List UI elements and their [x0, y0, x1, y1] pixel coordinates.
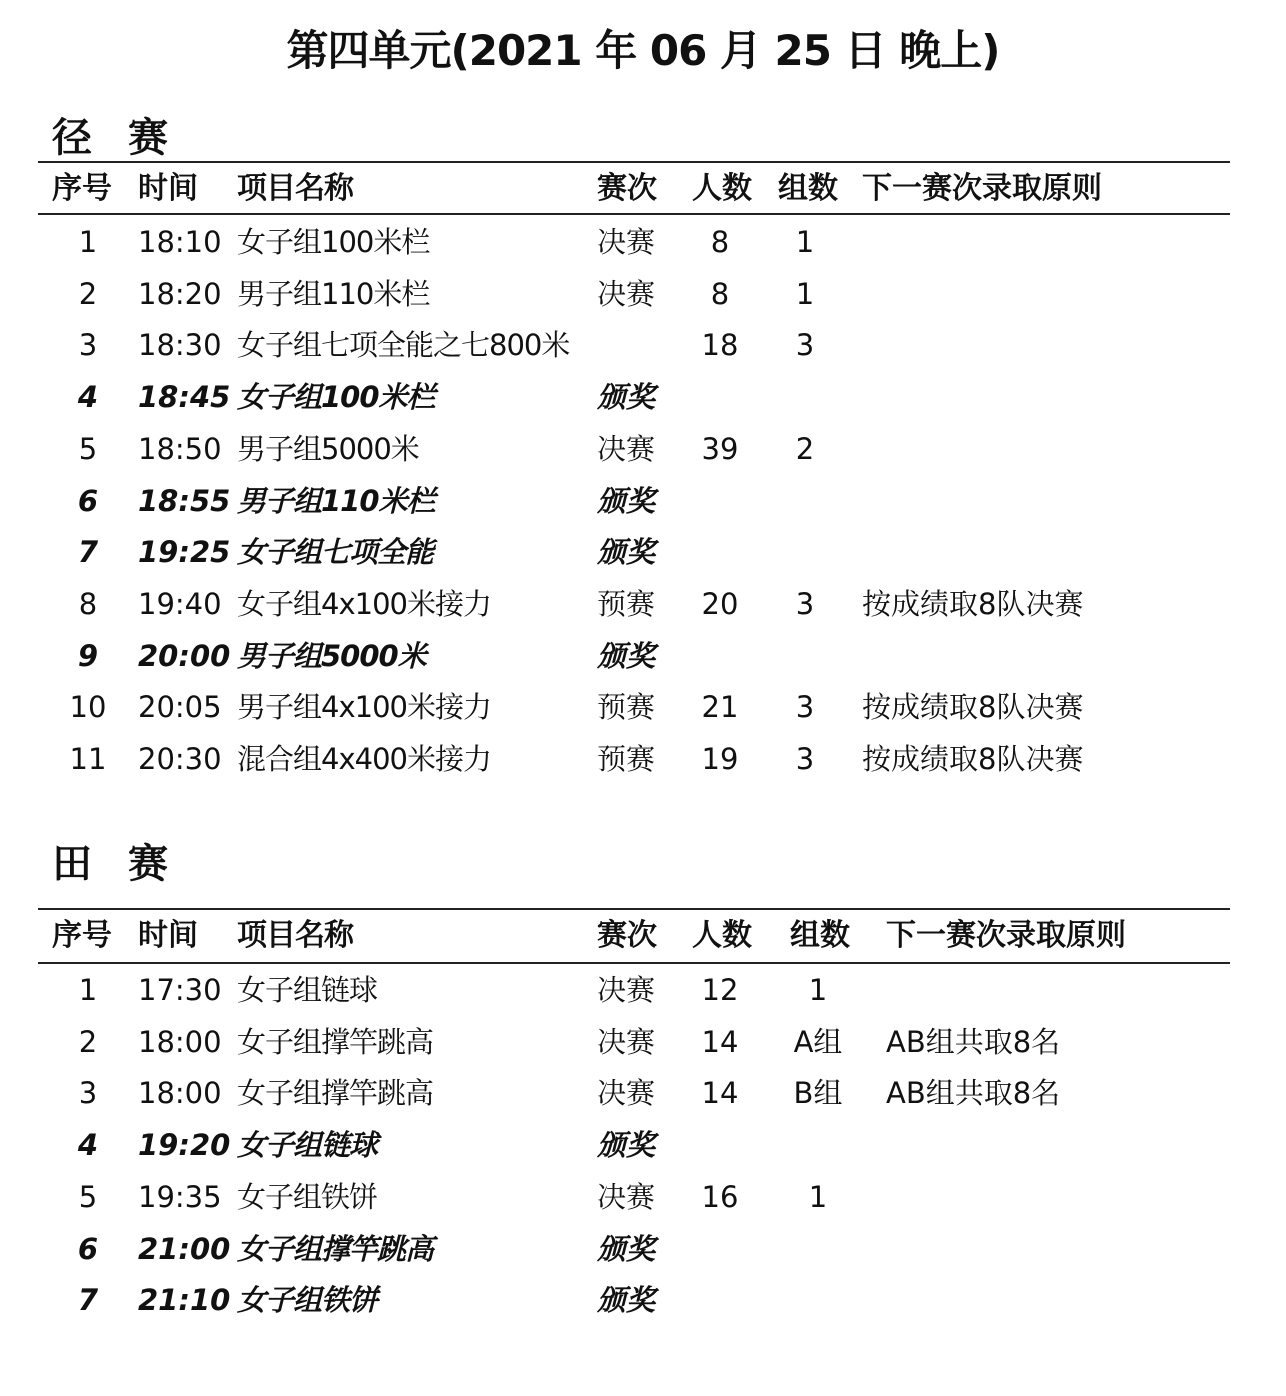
cell-time: 18:55: [138, 483, 231, 518]
table-row: [0, 371, 1286, 423]
cell-round: 决赛: [597, 431, 656, 466]
cell-seq: 4: [77, 1128, 99, 1163]
cell-count: 19: [701, 742, 739, 776]
cell-round: 颁奖: [597, 483, 656, 518]
cell-event-name: 女子组七项全能: [237, 535, 434, 570]
cell-event-name: 男子组4x100米接力: [237, 690, 491, 725]
header-event-name: 项目名称: [237, 171, 353, 206]
cell-seq: 6: [77, 483, 99, 518]
cell-time: 20:00: [138, 638, 231, 673]
cell-groups: 3: [795, 690, 815, 725]
cell-count: 20: [701, 586, 739, 621]
cell-count: 14: [701, 1024, 739, 1059]
cell-event-name: 男子组110米栏: [237, 276, 430, 311]
cell-seq: 8: [78, 586, 98, 621]
cell-time: 19:20: [138, 1128, 231, 1163]
table-row: [0, 578, 1286, 630]
cell-seq: 1: [78, 973, 98, 1007]
cell-event-name: 女子组100米栏: [237, 225, 430, 259]
cell-seq: 4: [77, 380, 99, 415]
header-groups: 组数: [790, 918, 850, 953]
cell-time: 21:10: [138, 1283, 231, 1318]
cell-groups: 3: [795, 742, 815, 776]
header-seq: 序号: [52, 171, 112, 206]
header-groups: 组数: [778, 171, 838, 206]
cell-round: 颁奖: [597, 535, 656, 570]
cell-round: 预赛: [597, 690, 656, 725]
cell-count: 8: [710, 276, 730, 311]
cell-time: 18:45: [138, 380, 231, 415]
cell-event-name: 女子组100米栏: [237, 380, 435, 415]
cell-seq: 6: [77, 1231, 99, 1266]
cell-event-name: 女子组撑竿跳高: [237, 1024, 434, 1059]
header-seq: 序号: [52, 918, 112, 953]
cell-seq: 5: [78, 431, 98, 466]
cell-groups: B组: [793, 1076, 843, 1111]
cell-count: 39: [701, 431, 739, 466]
field-section-heading: 田赛: [52, 841, 204, 887]
cell-count: 18: [701, 328, 739, 363]
cell-groups: 1: [808, 973, 828, 1007]
table-row: [0, 319, 1286, 371]
cell-time: 18:20: [138, 276, 222, 311]
cell-time: 20:05: [138, 690, 222, 725]
cell-time: 17:30: [138, 973, 222, 1007]
cell-advance-rule: AB组共取8名: [886, 1024, 1061, 1059]
cell-groups: A组: [793, 1024, 843, 1059]
cell-event-name: 男子组110米栏: [237, 483, 435, 518]
cell-groups: 3: [795, 328, 815, 363]
cell-time: 18:30: [138, 328, 222, 363]
table-row: [0, 1067, 1286, 1119]
cell-event-name: 混合组4x400米接力: [237, 742, 491, 776]
cell-time: 21:00: [138, 1231, 231, 1266]
cell-event-name: 女子组铁饼: [237, 1179, 378, 1214]
cell-round: 颁奖: [597, 1231, 656, 1266]
cell-round: 决赛: [597, 1076, 656, 1111]
cell-time: 18:50: [138, 431, 222, 466]
cell-groups: 2: [795, 431, 815, 466]
cell-round: 决赛: [597, 973, 656, 1007]
cell-round: 决赛: [597, 1179, 656, 1214]
cell-groups: 1: [808, 1179, 828, 1214]
page-title: 第四单元(2021 年 06 月 25 日 晚上): [286, 26, 1000, 75]
table-row: [0, 1171, 1286, 1223]
header-time: 时间: [138, 918, 198, 953]
cell-count: 16: [701, 1179, 739, 1214]
cell-advance-rule: 按成绩取8队决赛: [862, 742, 1084, 776]
cell-count: 14: [701, 1076, 739, 1111]
cell-event-name: 女子组铁饼: [237, 1283, 378, 1318]
cell-round: 颁奖: [597, 1283, 656, 1318]
track-table-header: [0, 163, 1286, 215]
cell-seq: 7: [77, 535, 99, 570]
cell-event-name: 女子组撑竿跳高: [237, 1076, 434, 1111]
table-row: [0, 268, 1286, 320]
cell-round: 预赛: [597, 742, 656, 776]
header-count: 人数: [692, 918, 752, 953]
divider: [38, 213, 1230, 215]
header-round: 赛次: [597, 918, 657, 953]
track-section-heading: 径赛: [52, 115, 204, 161]
header-advance-rule: 下一赛次录取原则: [886, 918, 1126, 953]
header-count: 人数: [692, 171, 752, 206]
table-row: [0, 423, 1286, 475]
table-row: [0, 964, 1286, 1016]
header-event-name: 项目名称: [237, 918, 353, 953]
cell-event-name: 女子组链球: [237, 1128, 378, 1163]
cell-groups: 1: [795, 276, 815, 311]
header-time: 时间: [138, 171, 198, 206]
cell-round: 决赛: [597, 1024, 656, 1059]
cell-event-name: 男子组5000米: [237, 638, 426, 673]
cell-time: 20:30: [138, 742, 222, 776]
cell-groups: 1: [795, 225, 815, 259]
cell-seq: 11: [69, 742, 107, 776]
table-row: [0, 681, 1286, 733]
cell-seq: 1: [78, 225, 98, 259]
table-row: [0, 526, 1286, 578]
cell-count: 21: [701, 690, 739, 725]
cell-seq: 9: [77, 638, 99, 673]
cell-time: 19:40: [138, 586, 222, 621]
cell-event-name: 女子组七项全能之七800米: [237, 328, 570, 363]
cell-seq: 7: [77, 1283, 99, 1318]
table-row: [0, 216, 1286, 268]
cell-seq: 2: [78, 276, 98, 311]
cell-round: 决赛: [597, 276, 656, 311]
cell-round: 颁奖: [597, 1128, 656, 1163]
cell-round: 颁奖: [597, 380, 656, 415]
header-round: 赛次: [597, 171, 657, 206]
cell-time: 18:10: [138, 225, 222, 259]
cell-round: 预赛: [597, 586, 656, 621]
cell-count: 12: [701, 973, 739, 1007]
cell-advance-rule: 按成绩取8队决赛: [862, 690, 1084, 725]
table-row: [0, 475, 1286, 527]
cell-round: 决赛: [597, 225, 656, 259]
header-advance-rule: 下一赛次录取原则: [862, 171, 1102, 206]
table-row: [0, 733, 1286, 785]
cell-event-name: 男子组5000米: [237, 431, 419, 466]
cell-time: 18:00: [138, 1024, 222, 1059]
cell-event-name: 女子组撑竿跳高: [237, 1231, 434, 1266]
cell-advance-rule: 按成绩取8队决赛: [862, 586, 1084, 621]
cell-event-name: 女子组4x100米接力: [237, 586, 491, 621]
cell-time: 19:25: [138, 535, 231, 570]
table-row: [0, 1223, 1286, 1275]
cell-time: 18:00: [138, 1076, 222, 1111]
cell-time: 19:35: [138, 1179, 222, 1214]
table-row: [0, 1119, 1286, 1171]
cell-event-name: 女子组链球: [237, 973, 378, 1007]
field-table-header: [0, 910, 1286, 962]
table-row: [0, 1274, 1286, 1326]
cell-seq: 2: [78, 1024, 98, 1059]
cell-seq: 5: [78, 1179, 98, 1214]
table-row: [0, 1016, 1286, 1068]
table-row: [0, 630, 1286, 682]
cell-seq: 10: [69, 690, 107, 725]
cell-advance-rule: AB组共取8名: [886, 1076, 1061, 1111]
cell-seq: 3: [78, 1076, 98, 1111]
cell-seq: 3: [78, 328, 98, 363]
cell-count: 8: [710, 225, 730, 259]
cell-round: 颁奖: [597, 638, 656, 673]
cell-groups: 3: [795, 586, 815, 621]
